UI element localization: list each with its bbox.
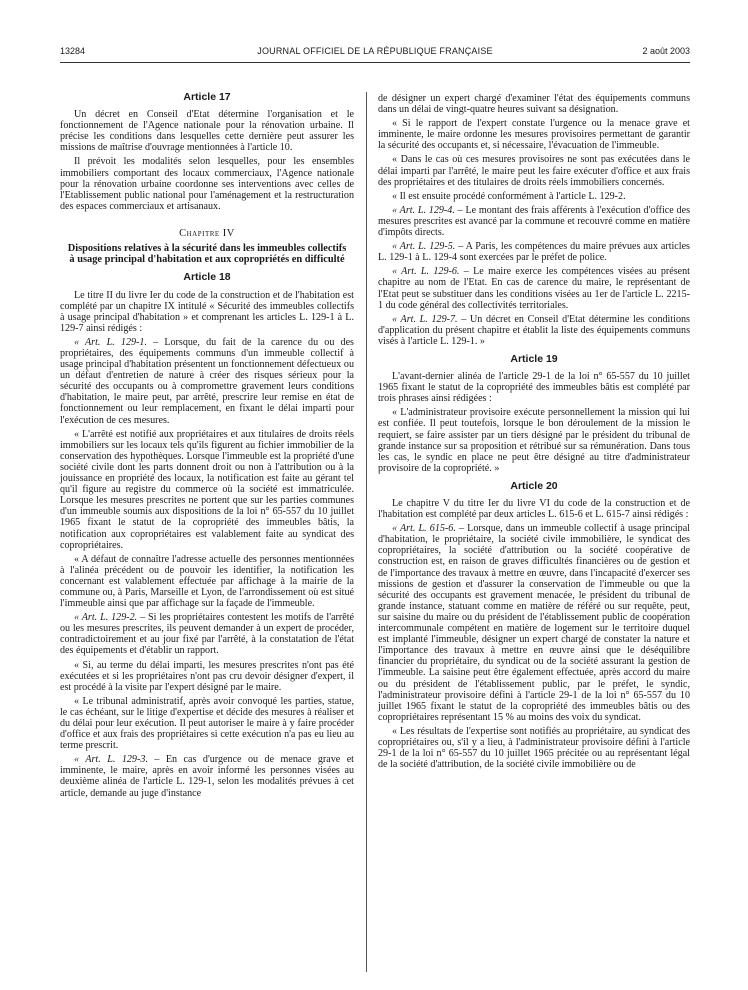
header-rule bbox=[60, 62, 690, 63]
l129-4-reference: « Art. L. 129-4. bbox=[392, 204, 455, 216]
l615-6-paragraph-2: « Les résultats de l'expertise sont notifiés au propriétaire, au syndicat des copropriétaires ou, s'il y a lieu, à l'administrateur provisoire défini à l'article 29-1 de la loi n° 65-557 du 10 juillet 1965 précitée ou au représentant légal de la société d'attribution, de la société civile immobilière ou de bbox=[378, 725, 690, 771]
continuation-paragraph-4: « Il est ensuite procédé conformément à l'article L. 129-2. bbox=[392, 190, 626, 202]
column-divider bbox=[366, 92, 367, 972]
page-number: 13284 bbox=[60, 46, 86, 56]
l129-1-reference: « Art. L. 129-1. bbox=[74, 336, 147, 348]
l129-3-text: – En cas d'urgence ou de menace grave et imminente, le maire, après en avoir informé les personnes visées au deuxième alinéa de l'article L. 129-1, selon les modalités prévues à cet article, demande au juge d'instance bbox=[60, 754, 354, 799]
article-19-title: Article 19 bbox=[510, 352, 558, 365]
article-19-paragraph-1: L'avant-dernier alinéa de l'article 29-1 de la loi n° 65-557 du 10 juillet 1965 fixant le statut de la copropriété des immeubles bâtis est complété par trois phrases ainsi rédigées : bbox=[378, 371, 690, 405]
l129-2-paragraph-3: « Le tribunal administratif, après avoir convoqué les parties, statue, le cas échéant, sur le litige d'expertise et décide des mesures à réaliser et du délai pour leur exécution. Il peut autoriser le maire à y faire procéder d'office et aux frais des propriétaires si cette exécution n'a pas eu lieu au terme prescrit. bbox=[60, 695, 354, 752]
l129-2-reference: « Art. L. 129-2. bbox=[74, 612, 138, 624]
right-column bbox=[378, 93, 690, 773]
article-18-title: Article 18 bbox=[183, 271, 231, 284]
section-title: Dispositions relatives à la sécurité dans les immeubles collectifs à usage principal d'habitation et aux copropriétés en difficulté bbox=[67, 243, 347, 266]
l129-4-paragraph bbox=[378, 205, 690, 238]
chapter-heading: Chapitre IV bbox=[179, 227, 235, 239]
l129-1-paragraph-1 bbox=[60, 337, 354, 426]
article-17-title: Article 17 bbox=[183, 91, 231, 103]
article-18-paragraph-1: Le titre II du livre Ier du code de la construction et de l'habitation est complété par un chapitre IX intitulé « Sécurité des immeubles collectifs à usage principal d'habitation » et comprenant les articles L. 129-1 à L. 129-7 ainsi rédigés : bbox=[60, 289, 354, 334]
article-17-paragraph-2: Il prévoit les modalités selon lesquelles, pour les ensembles immobiliers comportant des locaux commerciaux, l'Agence nationale pour la rénovation urbaine coordonne ses interventions avec celles de l'Etablissement public national pour l'aménagement et la restructuration des espaces commerciaux et artisanaux. bbox=[60, 156, 354, 212]
article-17-paragraph-1: Un décret en Conseil d'Etat détermine l'organisation et le fonctionnement de l'Agence nationale pour la rénovation urbaine. Il précise les conditions dans lesquelles cette dernière peut assurer les missions de maîtrise d'ouvrage mentionnées à l'article 10. bbox=[60, 109, 354, 154]
l129-5-paragraph bbox=[378, 241, 690, 263]
l129-5-reference: « Art. L. 129-5. bbox=[392, 241, 456, 253]
l129-2-text: – Si les propriétaires contestent les motifs de l'arrêté ou les mesures prescrites, ils peuvent demander à un expert de procéder, contradictoirement et au jour fixé par l'arrêté, à la constatation de l'état des équipements et d'établir un rapport. bbox=[60, 612, 354, 657]
article-19-paragraph-2: « L'administrateur provisoire exécute personnellement la mission qui lui est confiée. Il peut toutefois, lorsque le bon déroulement de la mission le requiert, se faire assister par un tiers désigné par le président du tribunal de grande instance sur sa proposition et rétribué sur sa rémunération. Dans tous les cas, le syndic en place ne peut être désigné au titre d'administrateur provisoire de la copropriété. » bbox=[378, 407, 690, 474]
l615-6-text: – Lorsque, dans un immeuble collectif à usage principal d'habitation, le propriétaire, la société civile immobilière, le syndicat des copropriétaires, la société d'attribution ou la société coopérative de construction est, en raison de graves difficultés financières ou de gestion et de l'importance des travaux à mettre en œuvre, dans l'incapacité d'exercer ses missions de gestion et d'assurer la conservation de l'immeuble ou que la sécurité des occupants est gravement menacée, le président du tribunal de grande instance, statuant comme en matière de référé ou sur requête, peut, sur saisine du maire ou du président de l'établissement public de coopération intercommunale compétent en matière de logement sur le territoire duquel est implanté l'immeuble, désigner un expert chargé de constater la nature et l'importance des travaux à mettre en œuvre ainsi que le déséquilibre financier du propriétaire, du syndicat ou de la société assurant la gestion de l'immeuble. La saisine peut être également effectuée, après accord du maire ou du président de l'établissement public, par le préfet, le syndic, l'administrateur provisoire défini à l'article 29-1 de la loi n° 65-557 du 10 juillet 1965 fixant le statut de la copropriété des immeubles bâtis ou des copropriétaires représentant 15 % au moins des voix du syndicat. bbox=[378, 523, 690, 723]
l129-3-paragraph-1 bbox=[60, 754, 354, 798]
l129-1-paragraph-3: « A défaut de connaître l'adresse actuelle des personnes mentionnées à l'alinéa précédent ou de pouvoir les identifier, la notification les concernant est valablement effectuée par affichage à la mairie de la commune ou, à Paris, Marseille et Lyon, de l'arrondissement où est situé l'immeuble ainsi que par affichage sur la façade de l'immeuble. bbox=[60, 553, 354, 610]
l129-4-text: – Le montant des frais afférents à l'exécution d'office des mesures prescrites est avancé par la commune et recouvré comme en matière d'impôts directs. bbox=[378, 204, 690, 239]
continuation-paragraph-1: de désigner un expert chargé d'examiner l'état des équipements communs dans un délai de vingt-quatre heures suivant sa désignation. bbox=[378, 93, 690, 116]
journal-title: JOURNAL OFFICIEL DE LA RÉPUBLIQUE FRANÇAISE bbox=[257, 46, 493, 56]
continuation-paragraph-2: « Si le rapport de l'expert constate l'urgence ou la menace grave et imminente, le maire ordonne les mesures provisoires permettant de garantir la sécurité des occupants et, si nécessaire, l'évacuation de l'immeuble. bbox=[378, 118, 690, 152]
l615-6-paragraph-1 bbox=[378, 523, 690, 723]
continuation-paragraph-3: « Dans le cas où ces mesures provisoires ne sont pas exécutées dans le délai imparti par l'arrêté, le maire peut les faire exécuter d'office et aux frais des propriétaires et des titulaires de droits réels immobiliers concernés. bbox=[378, 154, 690, 188]
l129-5-text: – A Paris, les compétences du maire prévues aux articles L. 129-1 à L. 129-4 sont exercées par le préfet de police. bbox=[378, 241, 690, 264]
l129-7-text: – Un décret en Conseil d'Etat détermine les conditions d'application du présent chapitre et établit la liste des équipements communs visés à l'article L. 129-1. » bbox=[378, 313, 690, 347]
l129-2-paragraph-2: « Si, au terme du délai imparti, les mesures prescrites n'ont pas été exécutées et si les propriétaires n'ont pas cru devoir désigner d'expert, il est procédé à la visite par l'expert désigné par le maire. bbox=[60, 659, 354, 693]
l129-6-paragraph bbox=[378, 266, 690, 310]
l615-6-reference: « Art. L. 615-6. bbox=[392, 523, 456, 535]
l129-6-reference: « Art. L. 129-6. bbox=[392, 266, 460, 278]
l129-7-paragraph bbox=[378, 314, 690, 347]
article-20-paragraph-1: Le chapitre V du titre Ier du livre VI du code de la construction et de l'habitation est complété par deux articles L. 615-6 et L. 615-7 ainsi rédigés : bbox=[378, 498, 690, 521]
left-column bbox=[60, 92, 354, 802]
l129-6-text: – Le maire exerce les compétences visées au présent chapitre au nom de l'Etat. En cas de carence du maire, le représentant de l'Etat peut se substituer dans les conditions visées au 1er de l'article L. 2215-1 du code général des collectivités territoriales. bbox=[378, 266, 690, 311]
publication-date: 2 août 2003 bbox=[642, 46, 690, 56]
l129-7-reference: « Art. L. 129-7. bbox=[392, 313, 458, 325]
page-header bbox=[60, 46, 690, 62]
l129-1-paragraph-2: « L'arrêté est notifié aux propriétaires et aux titulaires de droits réels immobiliers sur les locaux tels qu'ils figurent au fichier immobilier de la conservation des hypothèques. Lorsque l'immeuble est la propriété d'une société civile dont les parts donnent droit ou non à l'attribution ou à la jouissance en propriété des locaux, la notification est faite au gérant tel qu'il figure au registre du commerce où la société est immatriculée. Lorsque les mesures prescrites ne portent que sur les parties communes d'un immeuble soumis aux dispositions de la loi n° 65-557 du 10 juillet 1965 fixant le statut de la copropriété des immeubles bâtis, la notification aux copropriétaires est valablement faite au syndicat des copropriétaires. bbox=[60, 428, 354, 551]
article-20-title: Article 20 bbox=[510, 479, 558, 492]
l129-2-paragraph-1 bbox=[60, 612, 354, 656]
l129-1-text: – Lorsque, du fait de la carence du ou des propriétaires, des équipements communs d'un immeuble collectif à usage principal d'habitation présentent un fonctionnement défectueux ou un défaut d'entretien de nature à créer des risques sérieux pour la sécurité des occupants ou à compromettre gravement leurs conditions d'habitation, le maire peut, par arrêté, prescrire leur remise en état de fonctionnement ou leur remplacement, en fixant le délai imparti pour l'exécution de ces mesures. bbox=[60, 336, 354, 426]
l129-3-reference: « Art. L. 129-3. bbox=[74, 754, 148, 766]
